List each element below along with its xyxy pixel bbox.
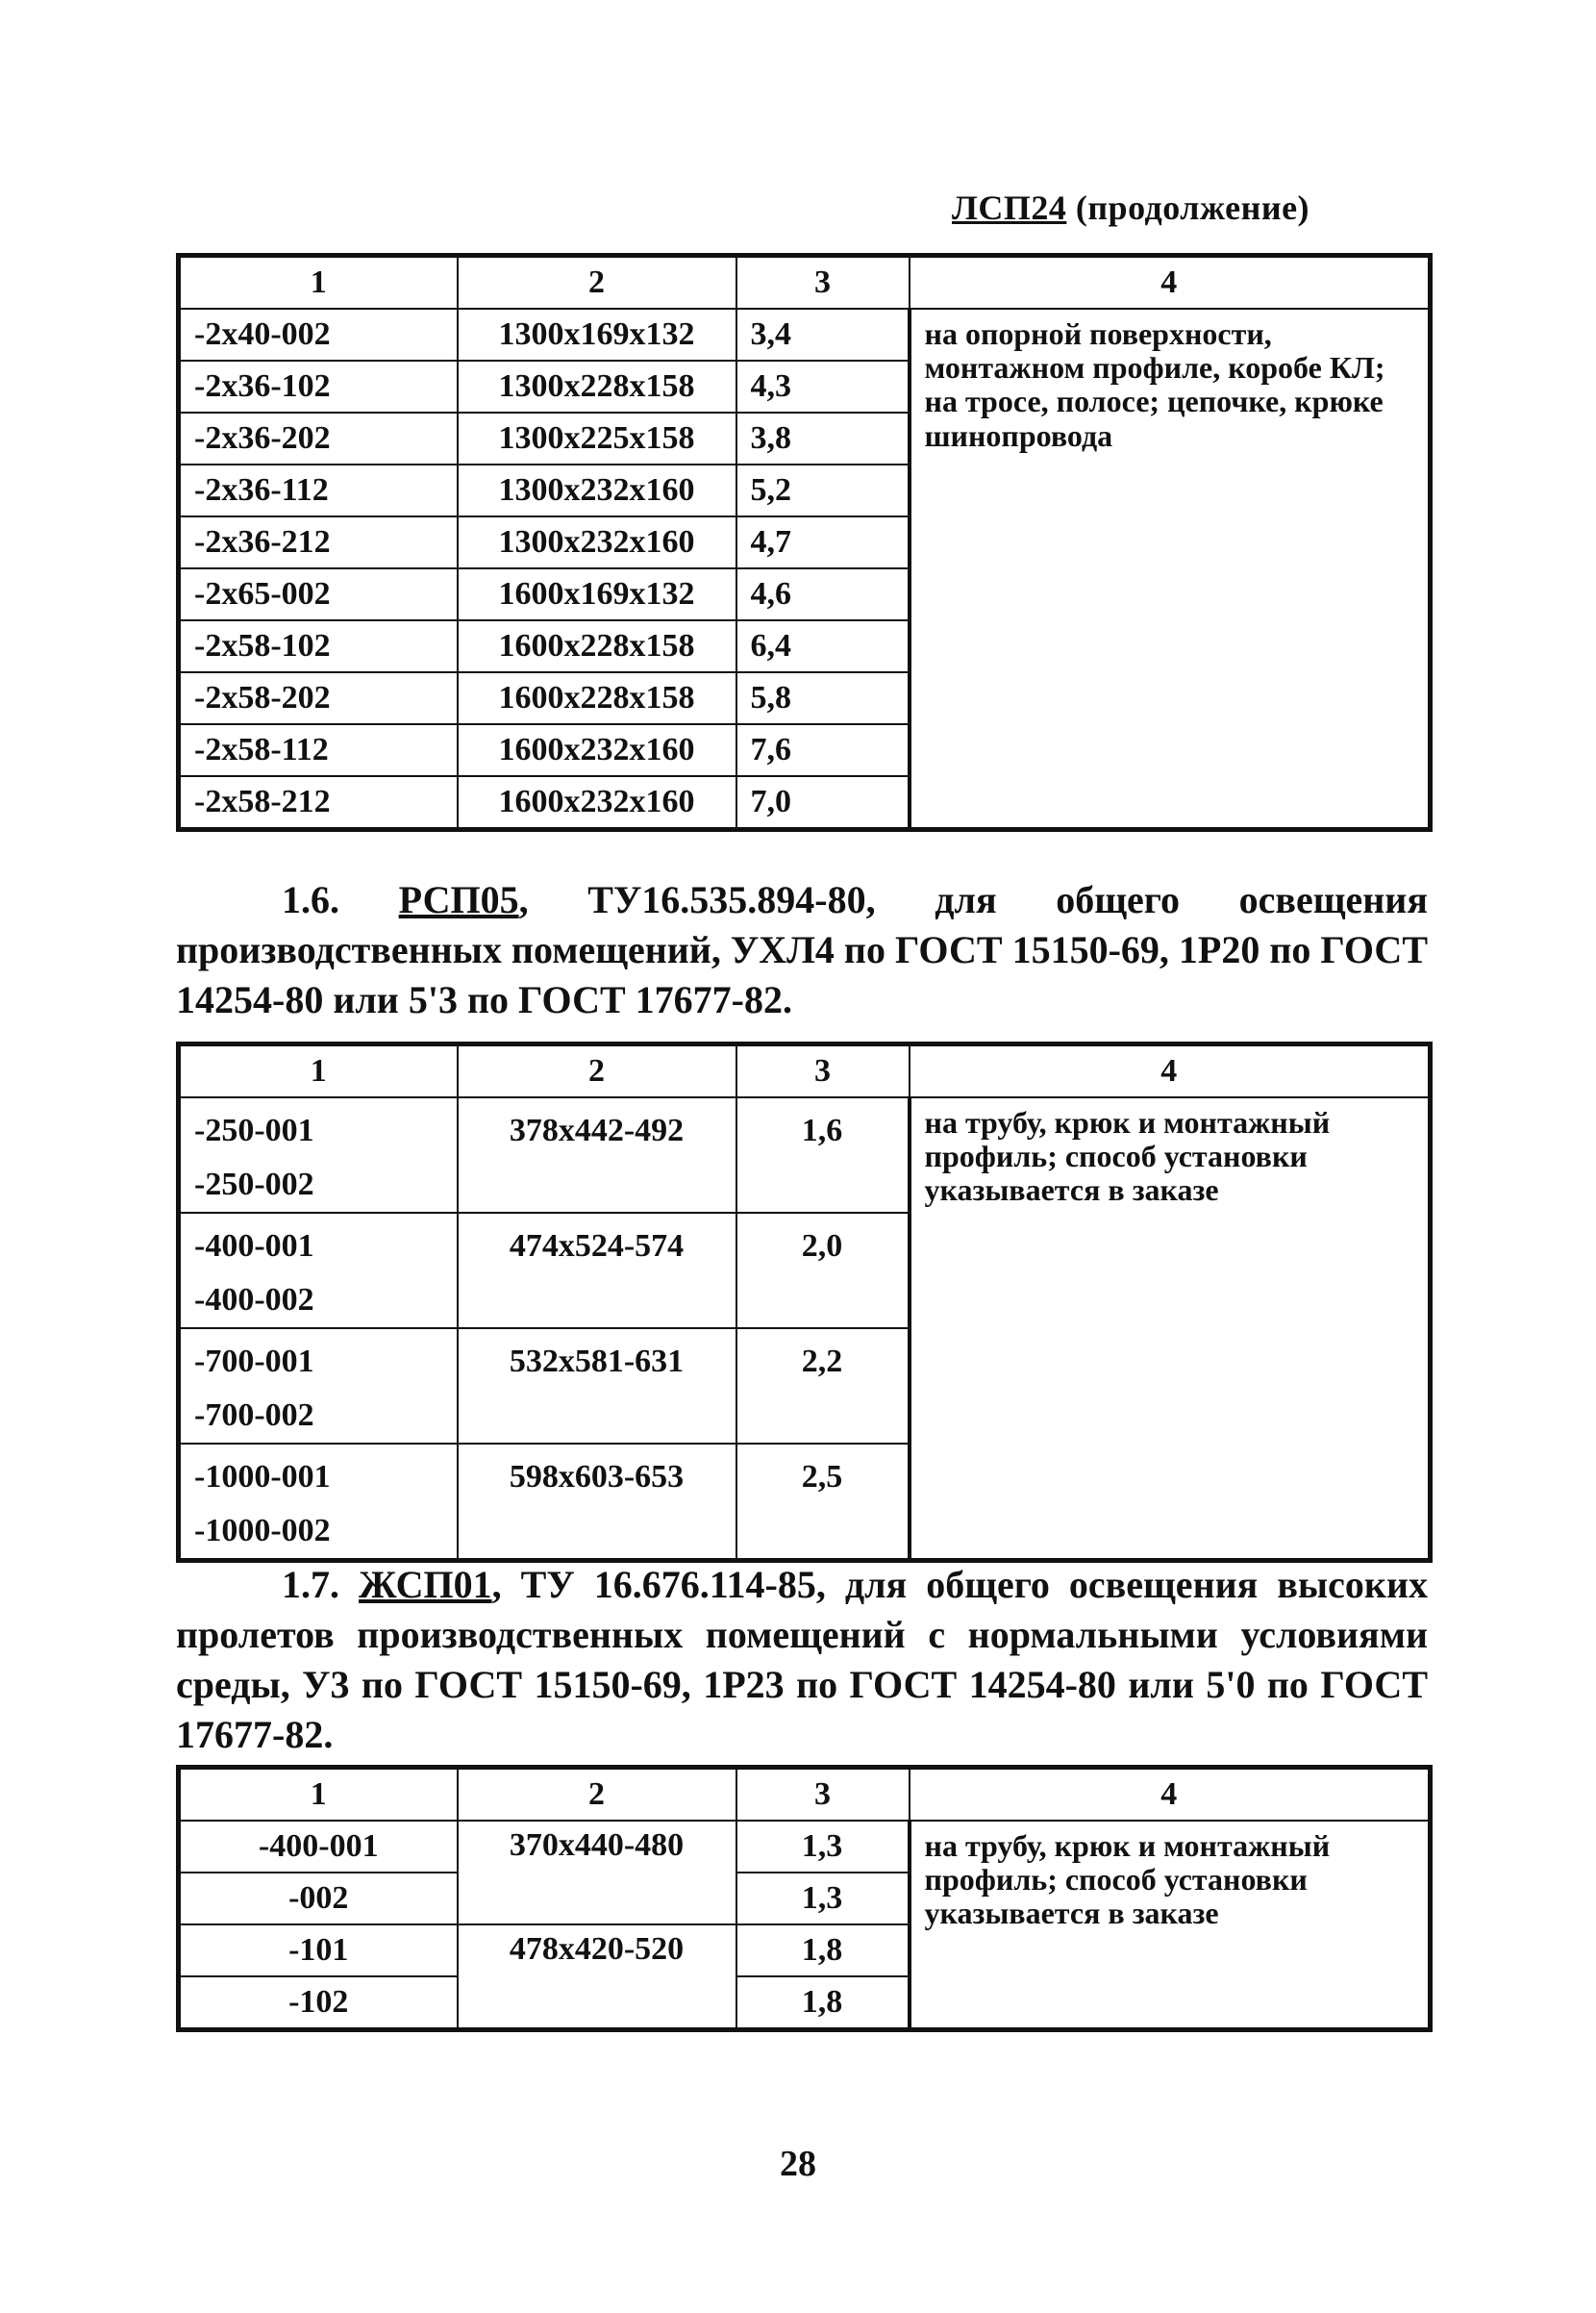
mounting-note: на трубу, крюк и монтажный профиль; способ установки указывается в заказе (910, 1821, 1431, 2030)
model-cell: -400-001 (179, 1821, 458, 1873)
model-code: -400-002 (194, 1282, 314, 1318)
dimensions-cell: 1600x228x158 (458, 672, 736, 724)
model-cell: -002 (179, 1873, 458, 1924)
model-code: -700-002 (194, 1397, 314, 1433)
weight-cell: 1,3 (736, 1821, 910, 1873)
weight-cell: 1,6 (736, 1097, 910, 1213)
model-code: -1000-002 (194, 1513, 331, 1548)
mounting-note: на трубу, крюк и монтажный профиль; способ установки указывается в заказе (910, 1097, 1431, 1561)
section-1-6-paragraph (176, 875, 1428, 1025)
weight-cell: 7,6 (736, 724, 910, 776)
heading-suffix: (продолжение) (1066, 189, 1310, 227)
weight-cell: 5,8 (736, 672, 910, 724)
model-code: -250-001 (194, 1113, 314, 1148)
heading-code: ЛСП24 (952, 189, 1067, 227)
dimensions-cell: 1300x225x158 (458, 413, 736, 465)
model-code: -700-001 (194, 1344, 314, 1379)
dimensions-cell: 378x442-492 (458, 1097, 736, 1213)
weight-cell: 5,2 (736, 465, 910, 516)
table-header-row (179, 256, 1431, 310)
model-cell: -2x58-112 (179, 724, 458, 776)
model-cell: -2x58-212 (179, 776, 458, 830)
page-number: 28 (780, 2144, 816, 2184)
dimensions-cell: 1600x169x132 (458, 568, 736, 620)
weight-cell: 3,8 (736, 413, 910, 465)
weight-cell: 4,3 (736, 361, 910, 413)
model-cell (179, 1444, 458, 1561)
column-header: 1 (179, 1768, 458, 1822)
section-number: 1.7. (282, 1563, 339, 1606)
model-cell: -2x36-112 (179, 465, 458, 516)
column-header: 1 (179, 1044, 458, 1098)
section-text: , ТУ16.535.894-80, для общего освещения производственных помещений, УХЛ4 по ГОСТ 15150-69, 1Р20 по ГОСТ 14254-80 или 5'3 по ГОСТ 17677-82. (176, 878, 1428, 1021)
section-text: , ТУ 16.676.114-85, для общего освещения высоких пролетов производственных помещений с нормальными условиями среды, У3 по ГОСТ 15150-69, 1Р23 по ГОСТ 14254-80 или 5'0 по ГОСТ 17677-82. (176, 1563, 1429, 1756)
weight-cell: 2,0 (736, 1213, 910, 1328)
model-code: -1000-001 (194, 1459, 331, 1495)
model-code: -250-002 (194, 1167, 314, 1202)
product-code: ЖСП01 (359, 1563, 492, 1606)
weight-cell: 1,8 (736, 1924, 910, 1976)
model-cell: -2x65-002 (179, 568, 458, 620)
continuation-heading (952, 188, 1309, 228)
weight-cell: 7,0 (736, 776, 910, 830)
dimensions-cell: 478x420-520 (458, 1924, 736, 2030)
model-cell: -102 (179, 1976, 458, 2030)
dimensions-cell: 1300x232x160 (458, 465, 736, 516)
dimensions-cell: 1600x232x160 (458, 724, 736, 776)
model-cell (179, 1213, 458, 1328)
weight-cell: 2,5 (736, 1444, 910, 1561)
section-number: 1.6. (282, 878, 339, 921)
model-cell (179, 1097, 458, 1213)
weight-cell: 2,2 (736, 1328, 910, 1444)
product-code: РСП05 (398, 878, 519, 921)
table-row (179, 309, 1431, 361)
dimensions-cell: 474x524-574 (458, 1213, 736, 1328)
dimensions-cell: 1300x232x160 (458, 516, 736, 568)
section-1-7-paragraph (176, 1560, 1428, 1760)
dimensions-cell: 598x603-653 (458, 1444, 736, 1561)
dimensions-cell: 532x581-631 (458, 1328, 736, 1444)
column-header: 3 (736, 1768, 910, 1822)
weight-cell: 3,4 (736, 309, 910, 361)
model-code: -400-001 (194, 1228, 314, 1264)
mounting-note: на опорной поверхности, монтажном профиле, коробе КЛ; на тросе, полосе; цепочке, крюке шинопровода (910, 309, 1431, 830)
weight-cell: 6,4 (736, 620, 910, 672)
model-cell: -2x36-202 (179, 413, 458, 465)
weight-cell: 4,6 (736, 568, 910, 620)
column-header: 2 (458, 1044, 736, 1098)
model-cell: -2x40-002 (179, 309, 458, 361)
table-row (179, 1821, 1431, 1873)
model-cell (179, 1328, 458, 1444)
column-header: 4 (910, 1768, 1431, 1822)
column-header: 4 (910, 256, 1431, 310)
column-header: 3 (736, 1044, 910, 1098)
table-header-row (179, 1044, 1431, 1098)
column-header: 4 (910, 1044, 1431, 1098)
column-header: 3 (736, 256, 910, 310)
table-rsp05 (176, 1042, 1433, 1563)
dimensions-cell: 1300x169x132 (458, 309, 736, 361)
table-zhsp01 (176, 1765, 1433, 2032)
weight-cell: 1,3 (736, 1873, 910, 1924)
model-cell: -2x36-212 (179, 516, 458, 568)
model-cell: -2x58-102 (179, 620, 458, 672)
table-header-row (179, 1768, 1431, 1822)
column-header: 1 (179, 256, 458, 310)
dimensions-cell: 1300x228x158 (458, 361, 736, 413)
dimensions-cell: 370x440-480 (458, 1821, 736, 1924)
column-header: 2 (458, 256, 736, 310)
dimensions-cell: 1600x232x160 (458, 776, 736, 830)
table-row (179, 1097, 1431, 1213)
column-header: 2 (458, 1768, 736, 1822)
table-lsp24 (176, 253, 1433, 832)
model-cell: -2x58-202 (179, 672, 458, 724)
model-cell: -101 (179, 1924, 458, 1976)
model-cell: -2x36-102 (179, 361, 458, 413)
weight-cell: 4,7 (736, 516, 910, 568)
dimensions-cell: 1600x228x158 (458, 620, 736, 672)
weight-cell: 1,8 (736, 1976, 910, 2030)
